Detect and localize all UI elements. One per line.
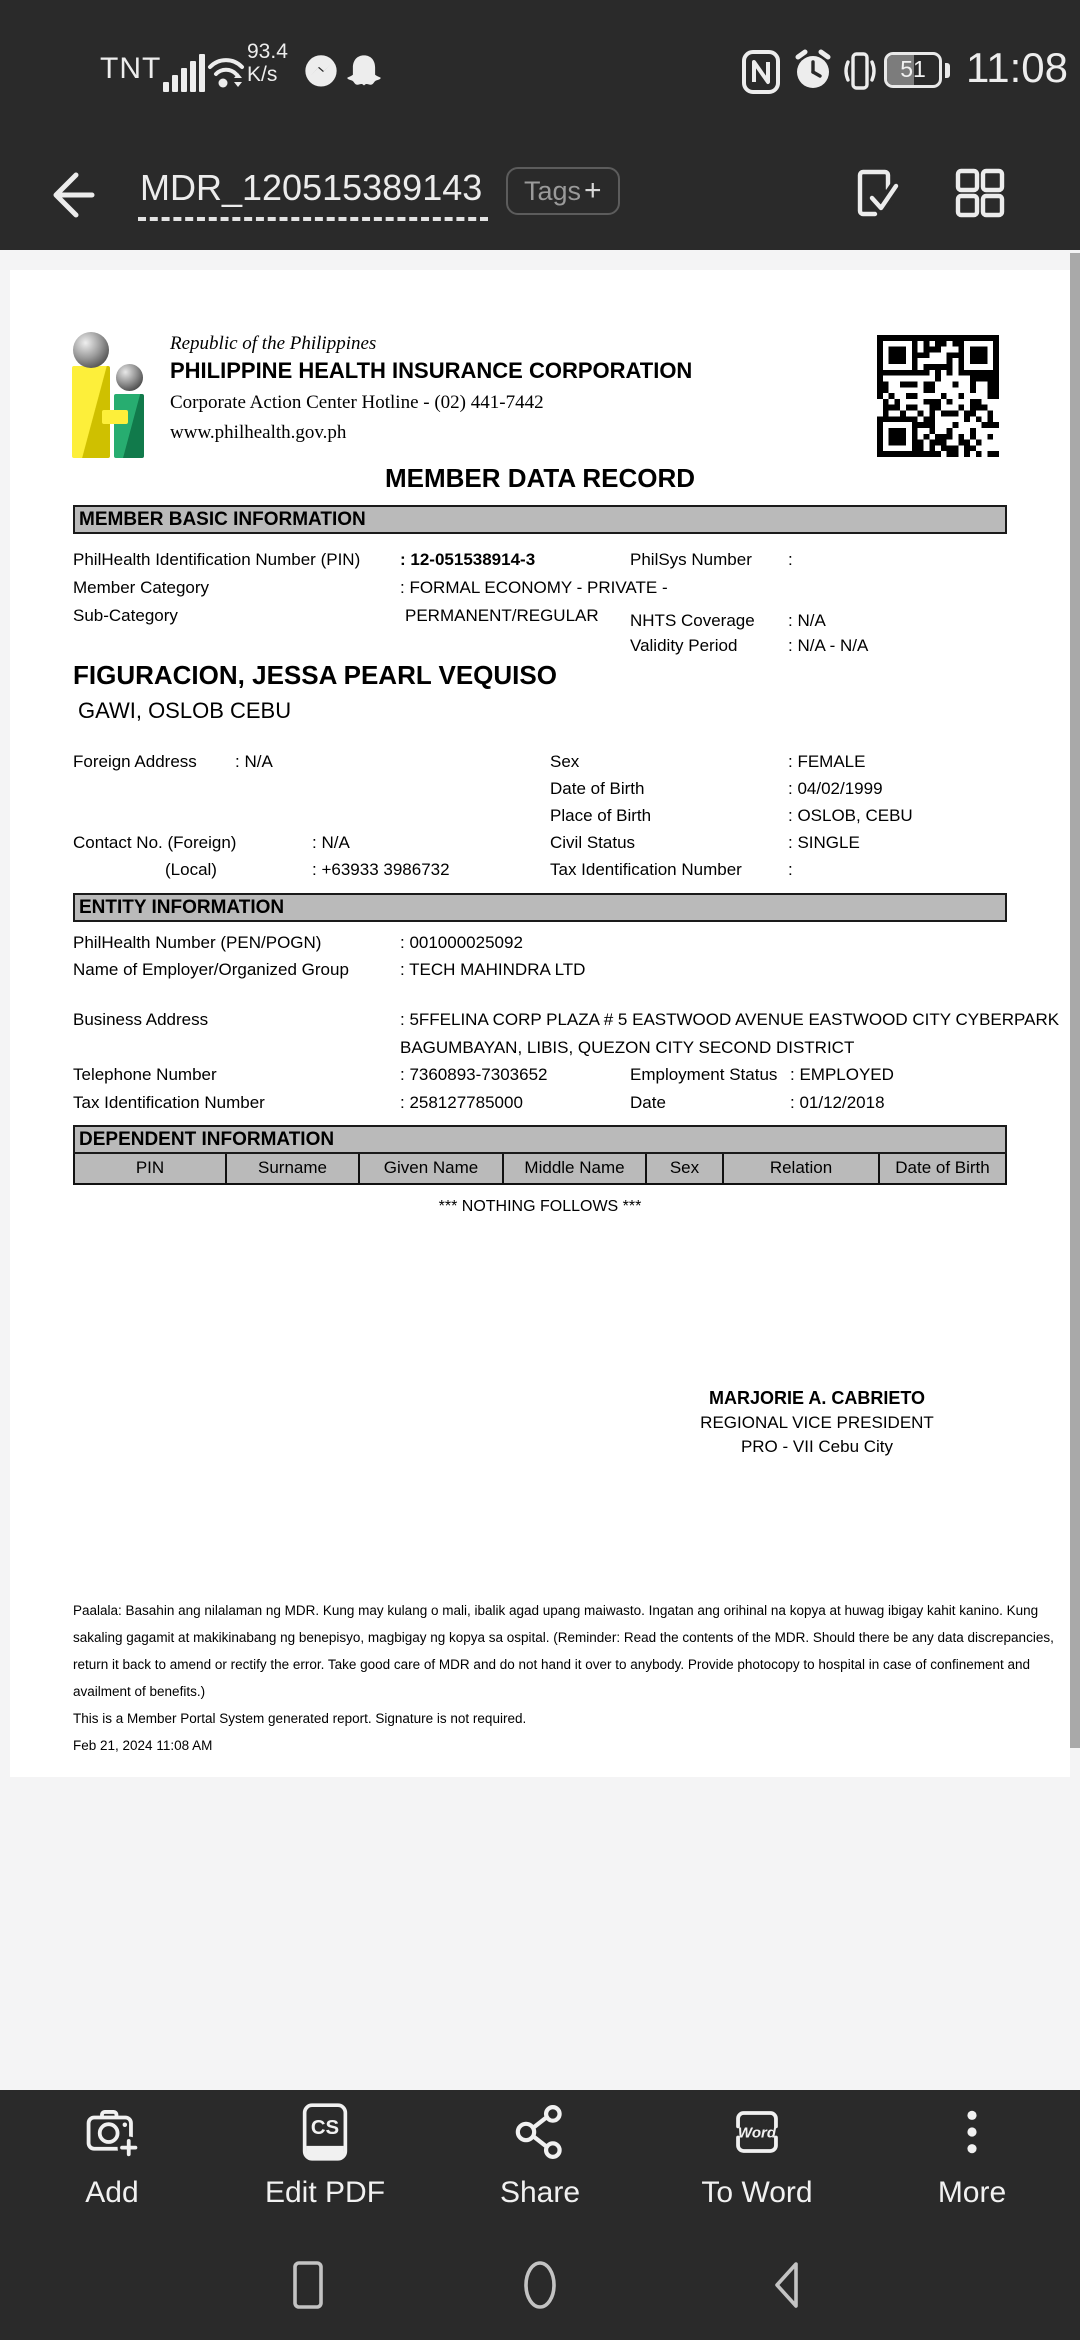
pen-label: PhilHealth Number (PEN/POGN) bbox=[73, 933, 322, 952]
back-button[interactable] bbox=[46, 163, 102, 227]
pin-label: PhilHealth Identification Number (PIN) bbox=[73, 550, 361, 569]
section-bar-basic: MEMBER BASIC INFORMATION bbox=[73, 505, 1007, 534]
document-page bbox=[10, 270, 1070, 1777]
member-address: GAWI, OSLOB CEBU bbox=[78, 698, 292, 723]
pob-label: Place of Birth bbox=[550, 806, 652, 825]
validity-value: : N/A - N/A bbox=[788, 636, 869, 655]
col-surname: Surname bbox=[227, 1154, 360, 1183]
section-bar-entity: ENTITY INFORMATION bbox=[73, 893, 1007, 922]
status-bar bbox=[0, 0, 1080, 155]
member-name: FIGURACION, JESSA PEARL VEQUISO bbox=[73, 660, 557, 690]
footer-timestamp: Feb 21, 2024 11:08 AM bbox=[73, 1738, 213, 1753]
nhts-value: : N/A bbox=[788, 611, 826, 630]
share-label: Share bbox=[499, 2176, 581, 2209]
letterhead-corporation: PHILIPPINE HEALTH INSURANCE CORPORATION bbox=[170, 358, 693, 383]
word-badge-text: Word bbox=[737, 2124, 777, 2142]
more-button[interactable] bbox=[892, 2100, 1052, 2210]
col-sex: Sex bbox=[647, 1154, 724, 1183]
wifi-icon bbox=[206, 50, 246, 92]
category-value-line1: : FORMAL ECONOMY - PRIVATE - bbox=[400, 578, 668, 597]
col-pin: PIN bbox=[75, 1154, 227, 1183]
battery-percent: 51 bbox=[900, 56, 926, 82]
philsys-value: : bbox=[788, 550, 793, 569]
tags-plus-icon: + bbox=[584, 174, 602, 207]
telephone-value: : 7360893-7303652 bbox=[400, 1065, 548, 1084]
pin-value: : 12-051538914-3 bbox=[400, 550, 536, 569]
battery-indicator bbox=[884, 52, 942, 88]
footer-line-1: Paalala: Basahin ang nilalaman ng MDR. Kung may kulang o mali, ibalik agad upang maiwasto. Ingatan ang orihinal na kopya at huwag ibigay kahit kanino. Kung bbox=[73, 1603, 1039, 1618]
employer-label: Name of Employer/Organized Group bbox=[73, 960, 349, 979]
letterhead-hotline: Corporate Action Center Hotline - (02) 441-7442 bbox=[170, 392, 544, 413]
contact-local-label: (Local) bbox=[165, 860, 217, 879]
footer-line-4: availment of benefits.) bbox=[73, 1684, 206, 1699]
select-pages-button[interactable] bbox=[848, 165, 904, 221]
add-label: Add bbox=[85, 2176, 139, 2209]
telephone-label: Telephone Number bbox=[73, 1065, 217, 1084]
civil-status-label: Civil Status bbox=[550, 833, 636, 852]
signatory-office: PRO - VII Cebu City bbox=[740, 1437, 894, 1456]
bottom-toolbar bbox=[0, 2090, 1080, 2255]
nav-back-button[interactable] bbox=[748, 2255, 828, 2315]
signatory-name: MARJORIE A. CABRIETO bbox=[708, 1388, 926, 1408]
battery-nub bbox=[945, 63, 950, 78]
pob-value: : OSLOB, CEBU bbox=[788, 806, 913, 825]
footer-line-2: sakaling gagamit at makikinabang ng benepisyo, magbigay ng kopya sa ospital. (Reminder: Read the contents of the MDR. Should there be any data discrepancies, bbox=[73, 1630, 1054, 1645]
nhts-label: NHTS Coverage bbox=[630, 611, 755, 630]
entity-date-value: : 01/12/2018 bbox=[790, 1093, 885, 1112]
share-button[interactable] bbox=[460, 2100, 620, 2210]
to-word-label: To Word bbox=[701, 2176, 813, 2209]
cs-badge-text: CS bbox=[310, 2117, 340, 2140]
col-relation: Relation bbox=[724, 1154, 880, 1183]
network-speed: 93.4 K/s bbox=[247, 40, 288, 86]
vibrate-icon bbox=[840, 50, 880, 92]
more-dots-icon bbox=[947, 2103, 997, 2161]
dob-label: Date of Birth bbox=[550, 779, 645, 798]
scrollbar[interactable] bbox=[1070, 253, 1080, 1748]
navigation-bar bbox=[0, 2255, 1080, 2340]
business-address-label: Business Address bbox=[73, 1010, 209, 1029]
document-title: MEMBER DATA RECORD bbox=[384, 463, 696, 493]
entity-tin-label: Tax Identification Number bbox=[73, 1093, 265, 1112]
recents-square-icon bbox=[284, 2257, 332, 2313]
col-date-of-birth: Date of Birth bbox=[895, 1158, 990, 1177]
col-given-name: Given Name bbox=[360, 1154, 504, 1183]
contact-foreign-label: Contact No. (Foreign) bbox=[73, 833, 237, 852]
member-tin-value: : bbox=[788, 860, 793, 879]
home-circle-icon bbox=[516, 2257, 564, 2313]
tags-button[interactable] bbox=[506, 167, 620, 215]
sex-label: Sex bbox=[550, 752, 580, 771]
camscanner-cs-icon bbox=[297, 2102, 353, 2162]
nav-home-button[interactable] bbox=[500, 2255, 580, 2315]
foreign-address-label: Foreign Address bbox=[73, 752, 197, 771]
category-value-line2: PERMANENT/REGULAR bbox=[405, 606, 599, 625]
signatory-title: REGIONAL VICE PRESIDENT bbox=[700, 1413, 934, 1432]
entity-tin-value: : 258127785000 bbox=[400, 1093, 523, 1112]
tags-label: Tags bbox=[524, 175, 582, 206]
subcategory-label: Sub-Category bbox=[73, 606, 178, 625]
share-icon bbox=[512, 2103, 568, 2161]
letterhead-website: www.philhealth.gov.ph bbox=[170, 422, 347, 443]
foreign-address-value: : N/A bbox=[235, 752, 273, 771]
messenger-notification-icon bbox=[302, 53, 340, 91]
status-time: 11:08 bbox=[966, 44, 1068, 91]
back-triangle-icon bbox=[764, 2257, 812, 2313]
philhealth-logo bbox=[72, 332, 172, 460]
letterhead-republic: Republic of the Philippines bbox=[170, 333, 377, 354]
business-address-line1: : 5FFELINA CORP PLAZA # 5 EASTWOOD AVENUE EASTWOOD CITY CYBERPARK bbox=[400, 1010, 1060, 1029]
footer-line-3: return it back to amend or rectify the error. Take good care of MDR and do not hand it over to anybody. Provide photocopy to hospital in case of confinement and bbox=[73, 1657, 1031, 1672]
employer-value: : TECH MAHINDRA LTD bbox=[400, 960, 586, 979]
document-filename[interactable]: MDR_120515389143 bbox=[138, 167, 488, 221]
qr-code bbox=[877, 335, 999, 457]
entity-date-label: Date bbox=[630, 1093, 666, 1112]
philsys-label: PhilSys Number bbox=[630, 550, 752, 569]
nfc-icon bbox=[742, 50, 780, 94]
pen-value: : 001000025092 bbox=[400, 933, 523, 952]
employment-status-label: Employment Status bbox=[630, 1065, 778, 1084]
business-address-line2: BAGUMBAYAN, LIBIS, QUEZON CITY SECOND DISTRICT bbox=[400, 1038, 855, 1057]
to-word-button[interactable] bbox=[677, 2100, 837, 2210]
contact-local-value: : +63933 3986732 bbox=[312, 860, 450, 879]
signal-strength-icon bbox=[163, 52, 207, 92]
to-word-icon bbox=[727, 2103, 787, 2161]
app-bar bbox=[0, 155, 1080, 250]
civil-status-value: : SINGLE bbox=[788, 833, 860, 852]
grid-view-button[interactable] bbox=[952, 165, 1008, 221]
sex-value: : FEMALE bbox=[788, 752, 866, 771]
more-label: More bbox=[937, 2176, 1007, 2209]
nav-recents-button[interactable] bbox=[268, 2255, 348, 2315]
add-button[interactable] bbox=[32, 2100, 192, 2210]
footer-generated-note: This is a Member Portal System generated report. Signature is not required. bbox=[73, 1711, 527, 1726]
dependents-table-header bbox=[73, 1154, 1007, 1185]
section-bar-dependents: DEPENDENT INFORMATION bbox=[73, 1125, 1007, 1154]
dob-value: : 04/02/1999 bbox=[788, 779, 883, 798]
col-middle-name: Middle Name bbox=[504, 1154, 647, 1183]
employment-status-value: : EMPLOYED bbox=[790, 1065, 894, 1084]
nothing-follows: *** NOTHING FOLLOWS *** bbox=[438, 1198, 642, 1215]
snapchat-notification-icon bbox=[344, 51, 384, 93]
contact-foreign-value: : N/A bbox=[312, 833, 350, 852]
carrier-label: TNT bbox=[100, 52, 162, 85]
member-tin-label: Tax Identification Number bbox=[550, 860, 742, 879]
edit-pdf-button[interactable] bbox=[245, 2100, 405, 2210]
validity-label: Validity Period bbox=[630, 636, 738, 655]
camera-add-icon bbox=[83, 2103, 141, 2161]
edit-pdf-label: Edit PDF bbox=[264, 2176, 386, 2209]
alarm-icon bbox=[792, 49, 834, 93]
category-label: Member Category bbox=[73, 578, 210, 597]
